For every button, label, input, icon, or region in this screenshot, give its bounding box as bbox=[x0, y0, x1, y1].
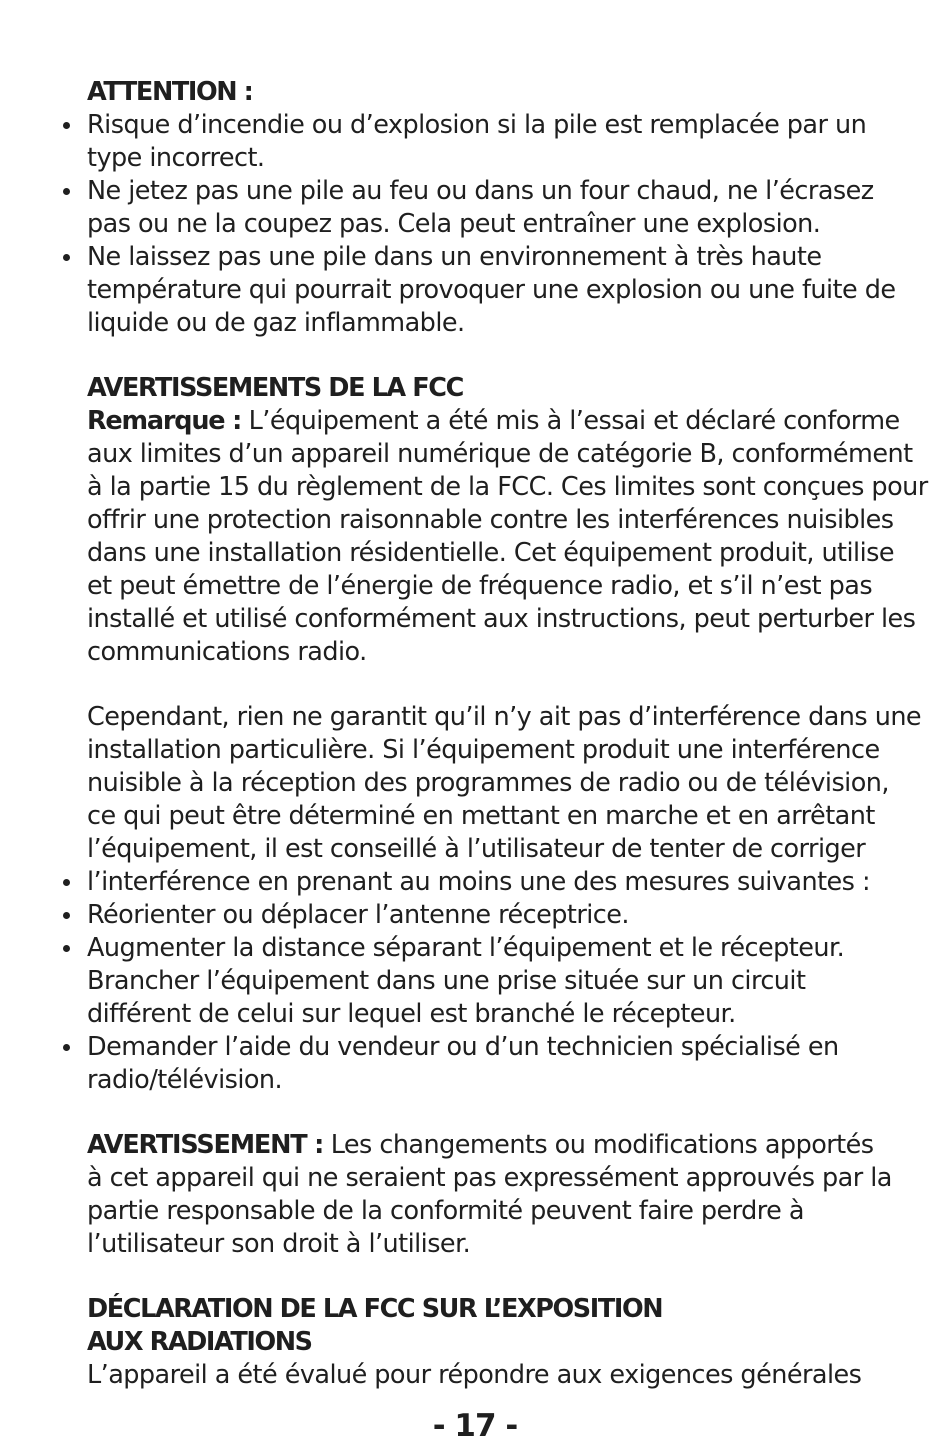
fcc-bullet-4 bbox=[87, 1031, 907, 1097]
warning-line: partie responsable de la conformité peuvent faire perdre à bbox=[87, 1196, 804, 1226]
attention-heading: ATTENTION : bbox=[87, 77, 253, 107]
remark-line: installé et utilisé conformément aux instructions, peut perturber les bbox=[87, 604, 916, 634]
fcc-bullet-2 bbox=[87, 899, 907, 932]
remark-line: à la partie 15 du règlement de la FCC. Ces limites sont conçues pour bbox=[87, 472, 928, 502]
bullet-line: différent de celui sur lequel est branché le récepteur. bbox=[87, 999, 736, 1029]
bullet-line: radio/télévision. bbox=[87, 1065, 283, 1095]
remark-line: offrir une protection raisonnable contre les interférences nuisibles bbox=[87, 505, 894, 535]
remark-label: Remarque : bbox=[87, 406, 242, 436]
bullet-line: Réorienter ou déplacer l’antenne réceptrice. bbox=[87, 900, 629, 930]
bullet-line: pas ou ne la coupez pas. Cela peut entraîner une explosion. bbox=[87, 209, 821, 239]
radiation-heading-line-1: DÉCLARATION DE LA FCC SUR L’EXPOSITION bbox=[87, 1294, 663, 1324]
spacer bbox=[87, 1261, 907, 1293]
attention-bullet-2 bbox=[87, 175, 907, 241]
radiation-heading-line-2: AUX RADIATIONS bbox=[87, 1327, 312, 1357]
paragraph-line: nuisible à la réception des programmes de radio ou de télévision, bbox=[87, 768, 889, 798]
paragraph-line: Cependant, rien ne garantit qu’il n’y ait pas d’interférence dans une bbox=[87, 702, 922, 732]
remark-text: L’équipement a été mis à l’essai et déclaré conforme bbox=[241, 406, 900, 436]
bullet-line: température qui pourrait provoquer une explosion ou une fuite de bbox=[87, 275, 896, 305]
spacer bbox=[87, 1097, 907, 1129]
warning-line: à cet appareil qui ne seraient pas expressément approuvés par la bbox=[87, 1163, 892, 1193]
bullet-line: Augmenter la distance séparant l’équipement et le récepteur. bbox=[87, 933, 845, 963]
bullet-line: Demander l’aide du vendeur ou d’un technicien spécialisé en bbox=[87, 1032, 839, 1062]
fcc-bullet-1 bbox=[87, 866, 907, 899]
fcc-bullet-3 bbox=[87, 932, 907, 1031]
fcc-heading: AVERTISSEMENTS DE LA FCC bbox=[87, 373, 463, 403]
bullet-line: Ne laissez pas une pile dans un environnement à très haute bbox=[87, 242, 822, 272]
page-number: - 17 - bbox=[432, 1408, 518, 1444]
paragraph-line: installation particulière. Si l’équipement produit une interférence bbox=[87, 735, 880, 765]
attention-bullet-3 bbox=[87, 241, 907, 340]
bullet-line: Brancher l’équipement dans une prise située sur un circuit bbox=[87, 966, 806, 996]
bullet-line: Ne jetez pas une pile au feu ou dans un four chaud, ne l’écrasez bbox=[87, 176, 874, 206]
spacer bbox=[87, 340, 907, 372]
radiation-text: L’appareil a été évalué pour répondre aux exigences générales bbox=[87, 1360, 862, 1390]
paragraph-line: l’équipement, il est conseillé à l’utilisateur de tenter de corriger bbox=[87, 834, 866, 864]
bullet-line: liquide ou de gaz inflammable. bbox=[87, 308, 465, 338]
bullet-line: l’interférence en prenant au moins une des mesures suivantes : bbox=[87, 867, 870, 897]
remark-first-line bbox=[87, 405, 907, 438]
remark-line: aux limites d’un appareil numérique de catégorie B, conformément bbox=[87, 439, 913, 469]
remark-line: dans une installation résidentielle. Cet équipement produit, utilise bbox=[87, 538, 894, 568]
remark-line: et peut émettre de l’énergie de fréquence radio, et s’il n’est pas bbox=[87, 571, 873, 601]
bullet-line: Risque d’incendie ou d’explosion si la pile est remplacée par un bbox=[87, 110, 867, 140]
warning-line: l’utilisateur son droit à l’utiliser. bbox=[87, 1229, 471, 1259]
paragraph-line: ce qui peut être déterminé en mettant en marche et en arrêtant bbox=[87, 801, 875, 831]
warning-label: AVERTISSEMENT : bbox=[87, 1130, 324, 1160]
warning-text: Les changements ou modifications apportés bbox=[323, 1130, 874, 1160]
remark-line: communications radio. bbox=[87, 637, 367, 667]
spacer bbox=[87, 669, 907, 701]
attention-bullet-1 bbox=[87, 109, 907, 175]
warning-first-line bbox=[87, 1129, 907, 1162]
document-page bbox=[87, 76, 928, 1392]
bullet-line: type incorrect. bbox=[87, 143, 265, 173]
